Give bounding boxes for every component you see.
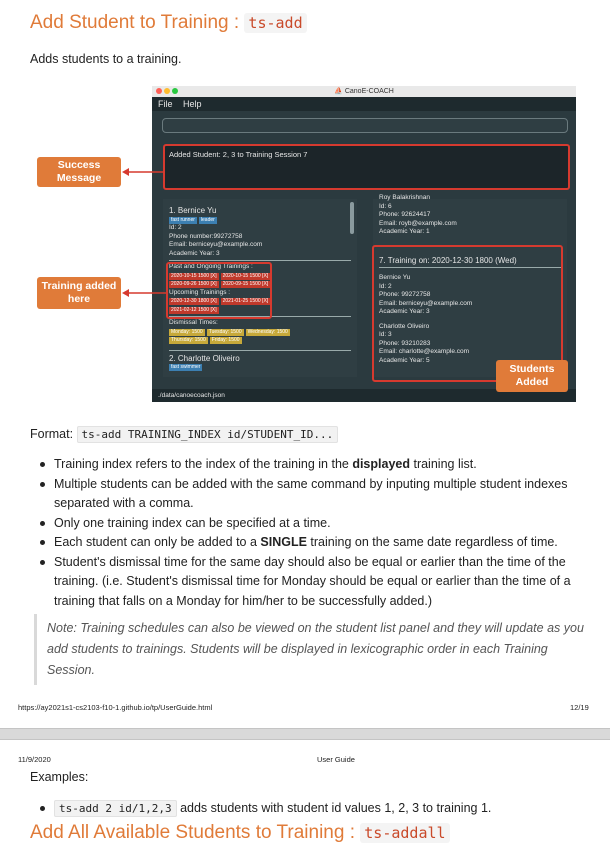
examples-list xyxy=(38,799,583,819)
training-title: 7. Training on: 2020-12-30 1800 (Wed) xyxy=(379,255,517,265)
arrow-right-icon xyxy=(121,166,165,178)
footer-url: https://ay2021s1-cs2103-f10-1.github.io/tp/UserGuide.html xyxy=(18,703,213,712)
page-break xyxy=(0,728,610,740)
format-line: Format: ts-add TRAINING_INDEX id/STUDENT_ID... xyxy=(30,427,338,441)
menu-help: Help xyxy=(183,99,202,109)
highlight-result xyxy=(163,144,570,190)
canoe-icon: ⛵ xyxy=(334,88,345,95)
callout-success: Success Message xyxy=(37,157,121,187)
list-item: Student's dismissal time for the same day should also be equal or earlier than the time of the training. (i.e. Student's dismissal time for Monday should be equal or earlier than the time of a training that falls on a Monday for him/her to be successfully added.) xyxy=(38,553,583,612)
heading-text: Add Student to Training : xyxy=(30,12,245,33)
list-item: ts-add 2 id/1,2,3 adds students with student id values 1, 2, 3 to training 1. xyxy=(38,799,583,819)
heading-code: ts-add xyxy=(244,13,306,33)
student-list-scrollbar[interactable] xyxy=(350,202,354,234)
student-tags: fast runner leader xyxy=(171,216,215,223)
list-item: Training index refers to the index of the training in the displayed training list. xyxy=(38,455,583,475)
examples-label: Examples: xyxy=(30,770,89,784)
window-titlebar xyxy=(152,86,576,97)
footer-page: 12/19 xyxy=(570,703,589,712)
callout-students: Students Added xyxy=(496,360,568,392)
intro-text: Adds students to a training. xyxy=(30,52,182,66)
list-item: Only one training index can be specified at a time. xyxy=(38,514,583,534)
list-item: Multiple students can be added with the same command by inputing multiple student indexes separated with a comma. xyxy=(38,475,583,514)
student-name: 1. Bernice Yu xyxy=(169,206,217,215)
header-title: User Guide xyxy=(317,755,355,764)
section-heading-ts-addall: Add All Available Students to Training : ts-addall xyxy=(30,822,450,844)
header-date: 11/9/2020 xyxy=(18,755,51,764)
arrow-left-icon xyxy=(121,287,167,299)
format-code: ts-add TRAINING_INDEX id/STUDENT_ID... xyxy=(77,426,339,443)
section-heading-ts-add xyxy=(30,12,307,34)
app-screenshot xyxy=(152,86,576,402)
result-display: Added Student: 2, 3 to Training Session 7 xyxy=(163,146,568,188)
callout-training: Training added here xyxy=(37,277,121,309)
menu-bar xyxy=(152,97,576,111)
list-item: Each student can only be added to a SINGLE training on the same date regardless of time. xyxy=(38,533,583,553)
student-list-panel: 1. Bernice Yu fast runner leader Id: 2 Phone number:99272758 Email: berniceyu@example.com Academic Year: 3 Past and Ongoing Trainings : 2020-10-15 1500 [X] 2020-10-15 1500 [X] 2020-09-26 1500 [X] 2020-09-15 1500 [X] Upcoming Trainings : 2020-12-30 1800 [X] 2021-01-25 1500 [X] 2021-02-12 1500 [X] Dismissal Times: Monday: 1500 Tuesday: 1500 Wednesday: 1500 Thursday: 1500 Friday: 1500 2. Charlotte Oliveiro fast swimmer xyxy=(163,199,357,377)
status-bar: ./data/canoecoach.json xyxy=(152,389,576,402)
rules-list xyxy=(38,455,583,611)
menu-file: File xyxy=(158,99,173,109)
command-box xyxy=(162,118,568,133)
highlight-trainings xyxy=(166,262,272,319)
window-title: ⛵ CanoE-COACH xyxy=(334,88,394,95)
training-list-panel: Roy Balakrishnan Id: 6 Phone: 92624417 Email: royb@example.com Academic Year: 1 7. Training on: 2020-12-30 1800 (Wed) Bernice Yu Id: 2 Phone: 99272758 Email: berniceyu@example.com Academic Year: 3 Charlotte Oliveiro Id: 3 Phone: 93210283 Email: charlotte@example.com Academic Year: 5 xyxy=(373,199,567,377)
note-blockquote: Note: Training schedules can also be viewed on the student list panel and they will update as you add students to trainings. Students will be displayed in lexicographic order in each Training Session. xyxy=(34,614,589,685)
